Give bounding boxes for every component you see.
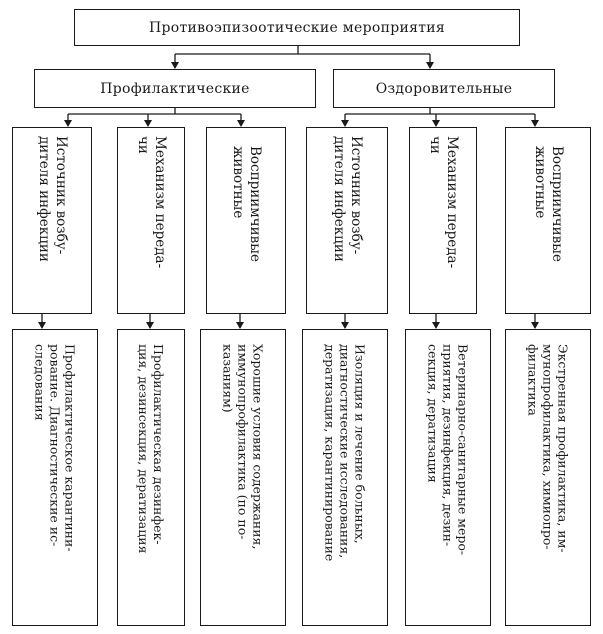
action-line: дератизация, карантинирование [322,343,338,561]
action-box-p2 [117,329,185,626]
action-line: диагностические исследования, [337,343,353,558]
action-line: Профилактическое карантини- [62,343,78,552]
action-line: ция, дезинсекция, дератизация [136,343,151,554]
branch-label-prophylactic: Профилактические [100,80,250,97]
category-line: чи [427,135,443,154]
category-line: дителя инфекции [36,135,52,262]
action-box-p3 [200,329,286,626]
category-text-p3 [229,146,263,296]
category-line: Источник возбу- [53,135,69,254]
category-line: дителя инфекции [331,135,347,262]
action-text-r3 [526,344,571,612]
action-text-p1 [33,344,78,612]
branch-box-recovery [333,69,555,108]
action-line: филактика [525,343,541,416]
action-line: Изоляция и лечение больных, [352,343,368,544]
action-line: следования [32,343,48,421]
branch-label-recovery: Оздоровительные [375,80,513,97]
root-label: Противоэпизоотические мероприятия [148,19,446,36]
category-line: Восприимчивые [549,145,565,262]
category-line: животные [532,145,548,218]
category-box-r1 [306,127,388,314]
category-line: Механизм переда- [152,135,168,268]
root-box [74,9,520,46]
category-box-r2 [409,127,477,314]
action-line: приятия, дезинфекция, дезин- [440,343,456,546]
category-box-p2 [117,127,185,314]
action-text-r2 [426,344,471,612]
category-line: Восприимчивые [247,145,263,262]
category-text-r1 [330,136,364,306]
category-box-p3 [206,127,286,314]
action-box-r2 [405,329,491,626]
category-text-r3 [531,146,565,296]
category-line: животные [230,145,246,218]
action-line: иммунопрофилактика (по по- [235,343,251,539]
category-box-p1 [12,127,92,314]
category-text-p1 [35,136,69,306]
category-line: Источник возбу- [348,135,364,254]
action-box-r3 [505,329,591,626]
action-line: Хорошие условия содержания, [250,343,266,549]
category-text-p2 [134,136,168,306]
action-line: Профилактическая дезинфек- [151,343,166,545]
action-line: секция, дератизация [425,343,441,483]
action-text-p3 [221,344,266,612]
action-box-r1 [302,329,388,626]
branch-box-prophylactic [34,69,316,108]
action-text-r1 [323,344,368,612]
category-line: Механизм переда- [444,135,460,268]
action-line: мунопрофилактика, химиопро- [540,343,556,550]
action-line: рование. Диагностические ис- [47,343,63,546]
action-text-p2 [136,344,166,612]
category-text-r2 [426,136,460,306]
action-line: Экстренная профилактика, им- [555,343,571,553]
action-line: казаниям) [220,343,236,413]
category-line: чи [135,135,151,154]
action-line: Ветеринарно-санитарные меро- [455,343,471,555]
action-box-p1 [12,329,98,626]
category-box-r3 [505,127,591,314]
